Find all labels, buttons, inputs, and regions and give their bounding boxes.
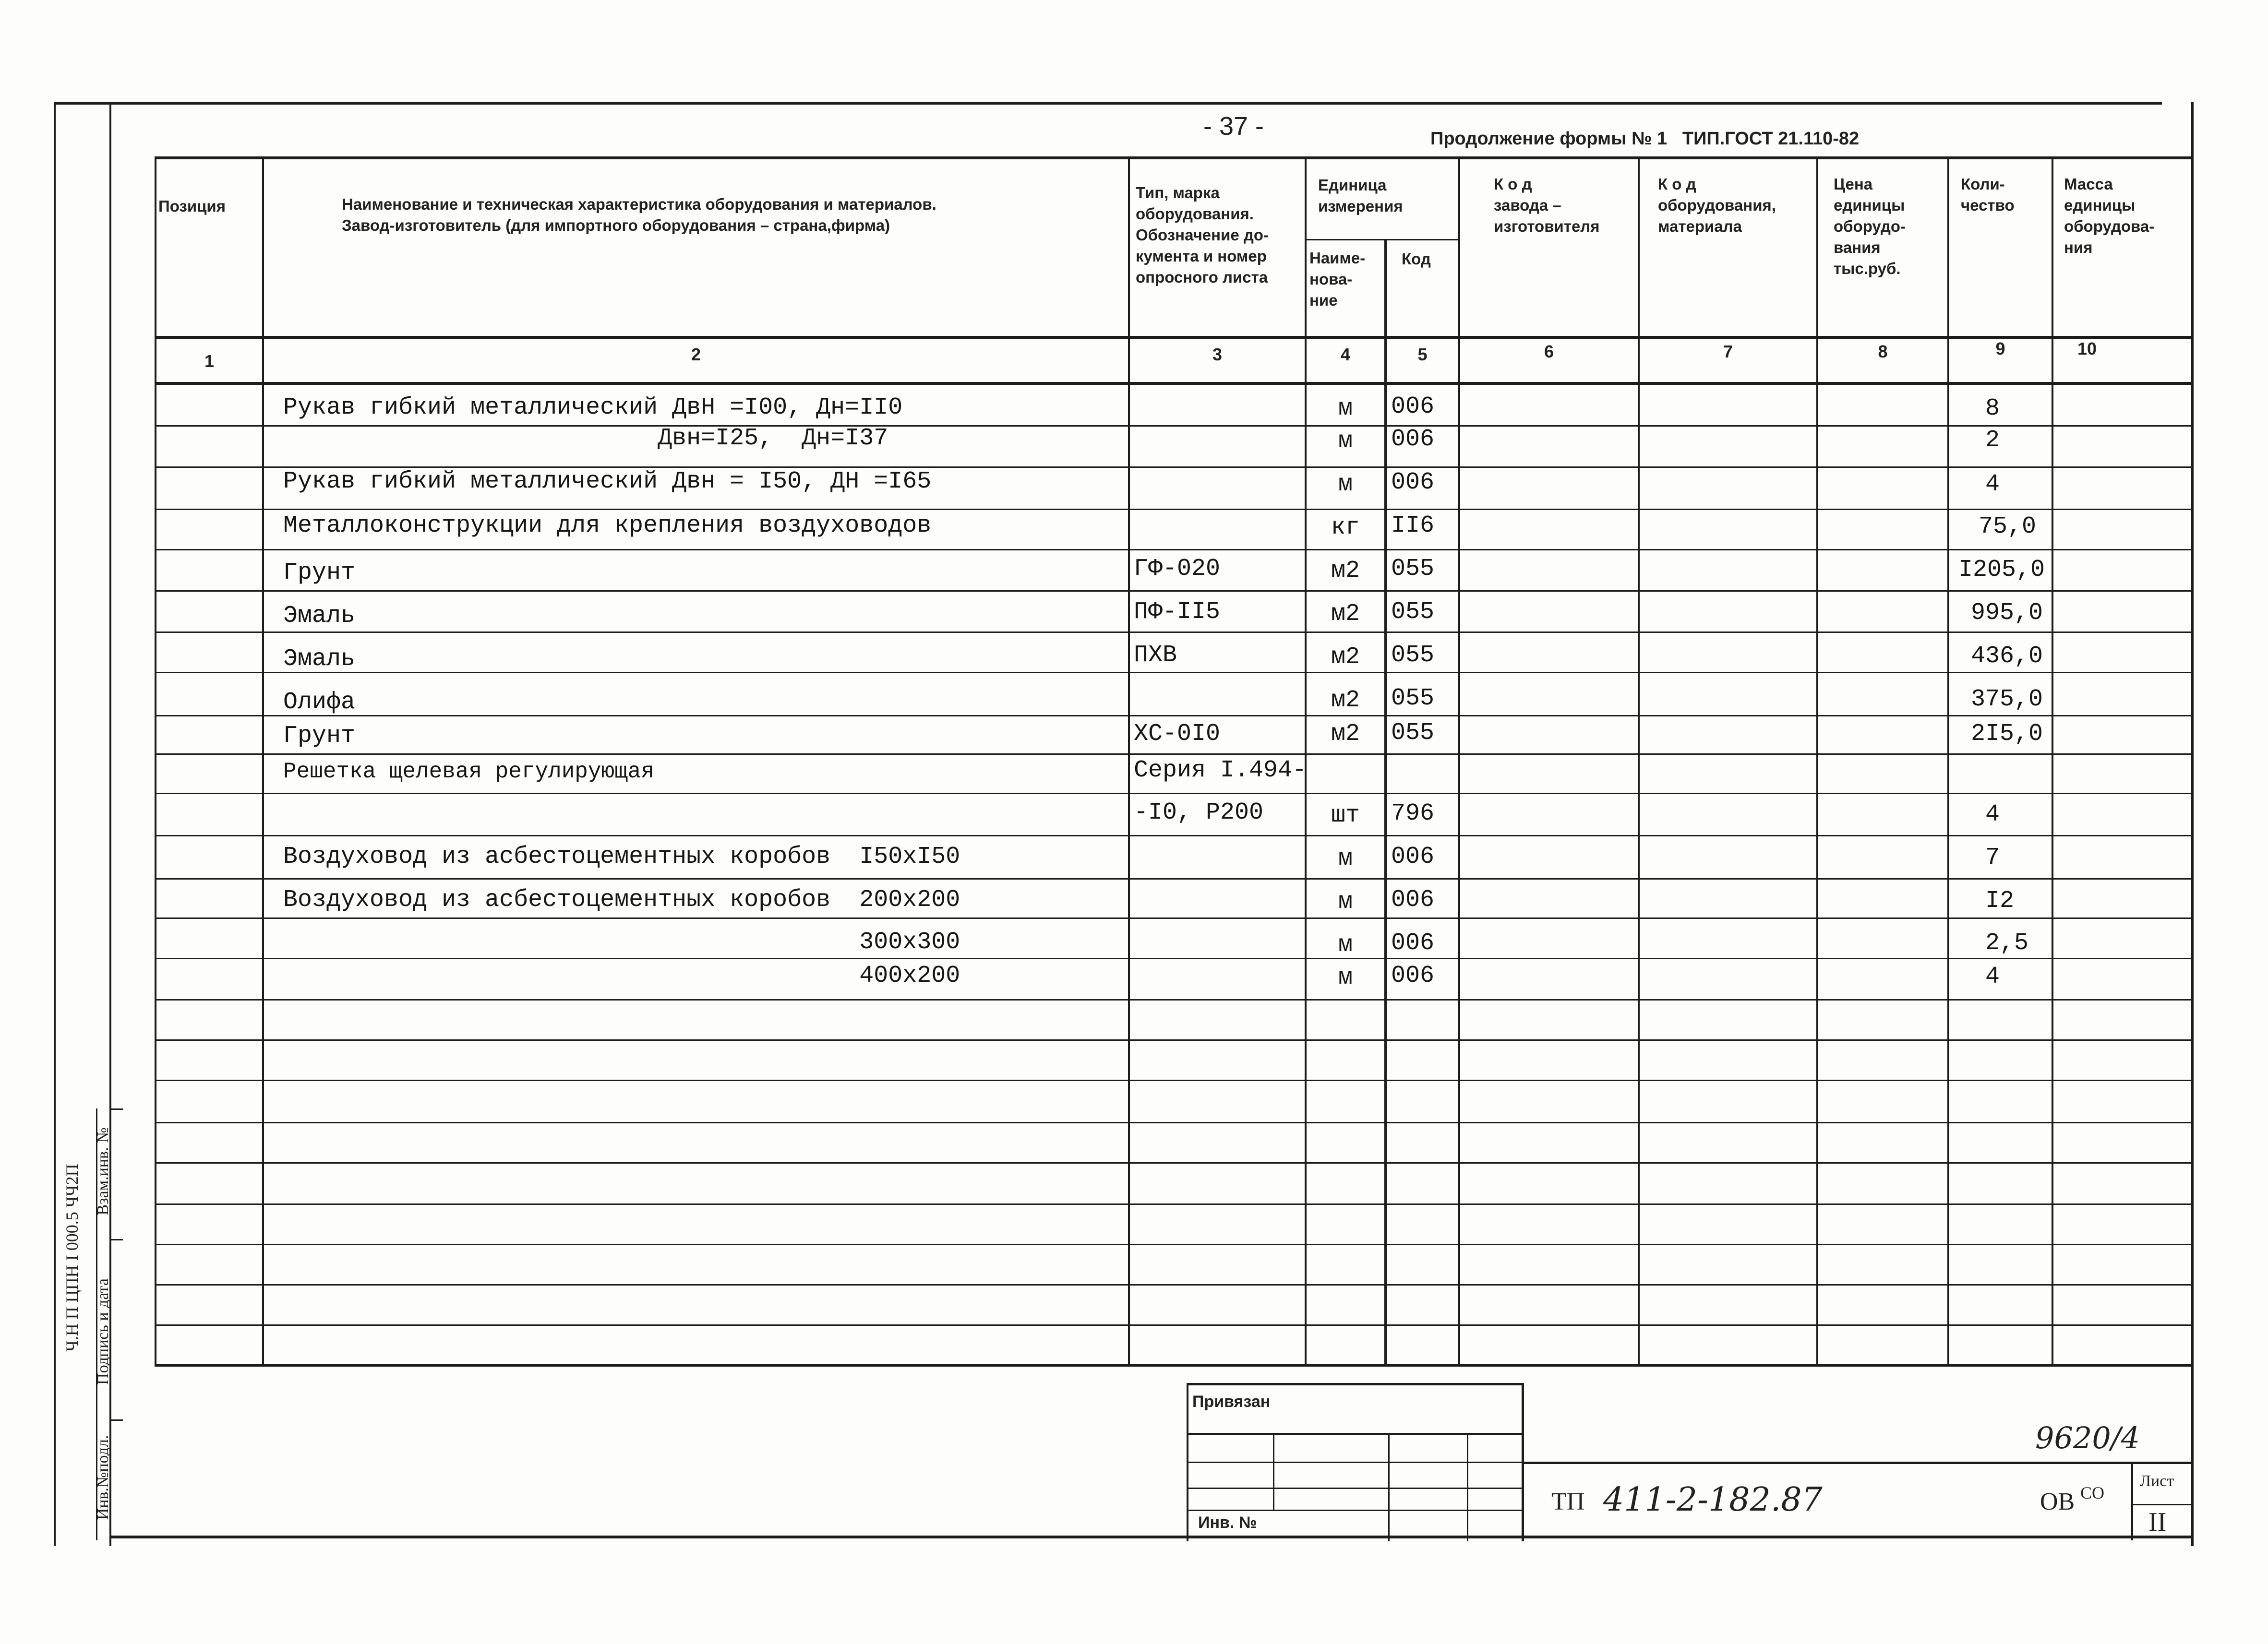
side-strip-line: [109, 1108, 123, 1110]
row-9-name: Решетка щелевая регулирующая: [283, 759, 654, 784]
stamp-box-col: [1467, 1433, 1468, 1541]
row-line: [155, 753, 2194, 755]
col-num-1: 1: [204, 351, 215, 371]
header-bottom-line: [155, 336, 2194, 339]
row-8-type: ХС-0I0: [1134, 720, 1221, 748]
sheet-cell-left: [2131, 1462, 2133, 1540]
row-line: [155, 1122, 2194, 1123]
row-8-qty: 2I5,0: [1971, 720, 2043, 748]
stamp-privyazan: Привязан: [1192, 1393, 1271, 1411]
row-11-code: 006: [1391, 843, 1435, 870]
row-line: [155, 1203, 2194, 1205]
header-material-code: К о д оборудования, материала: [1658, 175, 1776, 235]
row-8-code: 055: [1391, 719, 1435, 747]
stamp-box-col: [1273, 1433, 1274, 1510]
row-2-qty: 4: [1985, 471, 2000, 498]
col-num-7: 7: [1723, 342, 1733, 361]
header-position: Позиция: [158, 197, 226, 215]
row-0-name: Рукав гибкий металлический ДвН =I00, Дн=II0: [283, 394, 903, 421]
frame-right: [2191, 102, 2194, 1546]
row-8-name: Грунт: [283, 722, 356, 750]
col-line-7: [1816, 156, 1818, 1366]
row-line: [155, 878, 2194, 880]
row-7-code: 055: [1391, 685, 1435, 712]
row-3-qty: 75,0: [1979, 513, 2037, 540]
row-10-unit: шт: [1331, 802, 1360, 829]
stamp-inv-no: Инв. №: [1198, 1513, 1257, 1532]
row-12-unit: м: [1338, 888, 1353, 916]
row-3-code: II6: [1391, 512, 1435, 539]
stamp-box-top: [1187, 1383, 1524, 1385]
header-factory-code: К о д завода – изготовителя: [1494, 175, 1600, 235]
row-6-unit: м2: [1331, 643, 1360, 671]
row-line: [155, 590, 2194, 592]
row-2-code: 006: [1391, 469, 1435, 496]
row-line: [155, 958, 2194, 959]
col-num-2: 2: [691, 345, 701, 364]
row-5-unit: м2: [1331, 600, 1360, 628]
frame-top: [54, 102, 2162, 105]
row-line: [155, 835, 2194, 836]
header-price: Цена единицы оборудо- вания тыс.руб.: [1834, 175, 1906, 277]
row-line: [155, 631, 2194, 633]
row-13-unit: м: [1338, 931, 1353, 959]
row-5-qty: 995,0: [1971, 599, 2043, 627]
col-line-0: [155, 156, 156, 1366]
row-1-qty: 2: [1985, 427, 2000, 454]
row-line: [155, 1324, 2194, 1326]
row-6-name: Эмаль: [283, 645, 356, 673]
col-num-10: 10: [2077, 339, 2097, 358]
stamp-box-line: [1187, 1488, 1524, 1489]
frame-bottom: [109, 1536, 2194, 1538]
row-7-unit: м2: [1331, 687, 1360, 714]
title-block-top: [1524, 1462, 2194, 1464]
section-suffix: СО: [2080, 1483, 2105, 1502]
side-label-inv-podl: Инв.№подл.: [94, 1435, 112, 1520]
row-4-code: 055: [1391, 555, 1435, 583]
project-code: 411-2-182.87: [1603, 1481, 1823, 1519]
row-14-code: 006: [1391, 962, 1435, 989]
col-num-9: 9: [1995, 339, 2005, 358]
row-line: [155, 549, 2194, 550]
stamp-box-line: [1187, 1510, 1524, 1511]
row-line: [155, 509, 2194, 510]
row-1-unit: м: [1338, 428, 1353, 455]
row-6-type: ПХВ: [1134, 642, 1177, 669]
col-line-6: [1638, 156, 1640, 1366]
row-11-unit: м: [1338, 845, 1353, 872]
row-9-type: Серия I.494-: [1134, 757, 1307, 784]
row-5-name: Эмаль: [283, 602, 356, 630]
table-bottom-border: [155, 1364, 2194, 1367]
row-10-qty: 4: [1985, 801, 2000, 828]
row-6-code: 055: [1391, 642, 1435, 669]
row-4-type: ГФ-020: [1134, 555, 1221, 583]
row-13-name: 300x300: [283, 929, 960, 956]
row-14-name: 400x200: [283, 962, 960, 989]
row-10-type: -I0, Р200: [1134, 799, 1264, 826]
header-type: Тип, марка оборудования. Обозначение до- кумента и номер опросного листа: [1136, 184, 1269, 286]
row-5-type: ПФ-II5: [1134, 598, 1221, 626]
sheet-number: II: [2148, 1507, 2167, 1537]
row-line: [155, 1244, 2194, 1245]
row-3-name: Металлоконструкции для крепления воздуховодов: [283, 512, 932, 539]
col-line-5: [1458, 156, 1460, 1366]
row-5-code: 055: [1391, 598, 1435, 626]
table-top-border: [155, 156, 2194, 159]
row-4-unit: м2: [1331, 557, 1360, 584]
row-line: [155, 917, 2194, 919]
row-4-qty: I205,0: [1958, 556, 2045, 584]
side-label-podpis-data: Подпись и дата: [94, 1278, 112, 1385]
row-line: [155, 715, 2194, 716]
row-2-name: Рукав гибкий металлический Двн = I50, ДН =I65: [283, 468, 932, 495]
header-name: Наименование и техническая характеристика оборудования и материалов. Завод-изготовитель (для импортного оборудования – страна,фирма): [342, 195, 936, 234]
col-num-8: 8: [1878, 342, 1888, 361]
header-unit-code: Код: [1402, 250, 1431, 268]
col-line-1: [262, 156, 264, 1366]
project-prefix: ТП: [1551, 1488, 1585, 1515]
row-0-qty: 8: [1985, 395, 2000, 422]
row-13-code: 006: [1391, 929, 1435, 957]
col-num-3: 3: [1212, 345, 1223, 364]
row-11-name: Воздуховод из асбестоцементных коробов I50xI50: [283, 843, 960, 870]
row-line: [155, 793, 2194, 794]
row-14-unit: м: [1338, 964, 1353, 991]
handwritten-number: 9620/4: [2035, 1420, 2140, 1455]
row-12-code: 006: [1391, 886, 1435, 914]
row-6-qty: 436,0: [1971, 643, 2043, 670]
side-label-vzam-inv: Взам.инв. №: [94, 1127, 112, 1215]
row-line: [155, 672, 2194, 673]
row-line: [155, 999, 2194, 1001]
row-line: [155, 1039, 2194, 1041]
row-11-qty: 7: [1985, 844, 2000, 871]
col-line-9: [2052, 156, 2053, 1366]
sheet-cell-divider: [2131, 1504, 2194, 1505]
row-14-qty: 4: [1985, 963, 2000, 990]
row-1-name: Двн=I25, Дн=I37: [283, 425, 888, 452]
col-line-8: [1947, 156, 1949, 1366]
side-strip-line: [109, 1239, 123, 1240]
row-7-qty: 375,0: [1971, 686, 2043, 713]
header-mass: Масса единицы оборудова- ния: [2064, 175, 2155, 256]
side-margin-note: Ч.Н П ЦПН I 000.5 ЧЧ2П: [62, 1164, 82, 1352]
row-3-unit: кг: [1331, 514, 1360, 541]
row-12-qty: I2: [1985, 887, 2015, 915]
row-13-qty: 2,5: [1985, 929, 2029, 957]
row-4-name: Грунт: [283, 559, 356, 586]
stamp-box-line: [1187, 1433, 1524, 1435]
row-line: [155, 1162, 2194, 1164]
section-code: ОВ: [2040, 1488, 2075, 1515]
row-10-code: 796: [1391, 800, 1435, 827]
col-num-5: 5: [1417, 345, 1428, 364]
row-8-unit: м2: [1331, 720, 1360, 748]
col-num-4: 4: [1340, 345, 1351, 364]
row-line: [155, 1284, 2194, 1286]
form-continuation: Продолжение формы № 1 ТИП.ГОСТ 21.110-82: [1430, 129, 1860, 149]
row-0-unit: м: [1338, 395, 1353, 422]
row-2-unit: м: [1338, 471, 1353, 498]
stamp-box-col: [1388, 1433, 1390, 1541]
row-7-name: Олифа: [283, 689, 356, 716]
sheet-label: Лист: [2140, 1472, 2174, 1490]
header-unit-group: Единица измерения: [1318, 176, 1403, 215]
page-number: - 37 -: [1203, 112, 1264, 141]
unit-group-divider: [1305, 239, 1458, 240]
row-1-code: 006: [1391, 426, 1435, 453]
row-0-code: 006: [1391, 393, 1435, 420]
col-line-4: [1384, 239, 1387, 1366]
col-line-2: [1128, 156, 1130, 1366]
header-unit-name: Наиме- нова- ние: [1309, 249, 1366, 309]
frame-left-outer: [54, 102, 56, 1546]
row-line: [155, 1080, 2194, 1081]
column-numbers-bottom-line: [155, 382, 2194, 385]
header-quantity: Коли- чество: [1961, 175, 2015, 214]
row-12-name: Воздуховод из асбестоцементных коробов 200x200: [283, 886, 960, 914]
stamp-box-line: [1187, 1462, 1524, 1463]
col-num-6: 6: [1544, 342, 1554, 361]
